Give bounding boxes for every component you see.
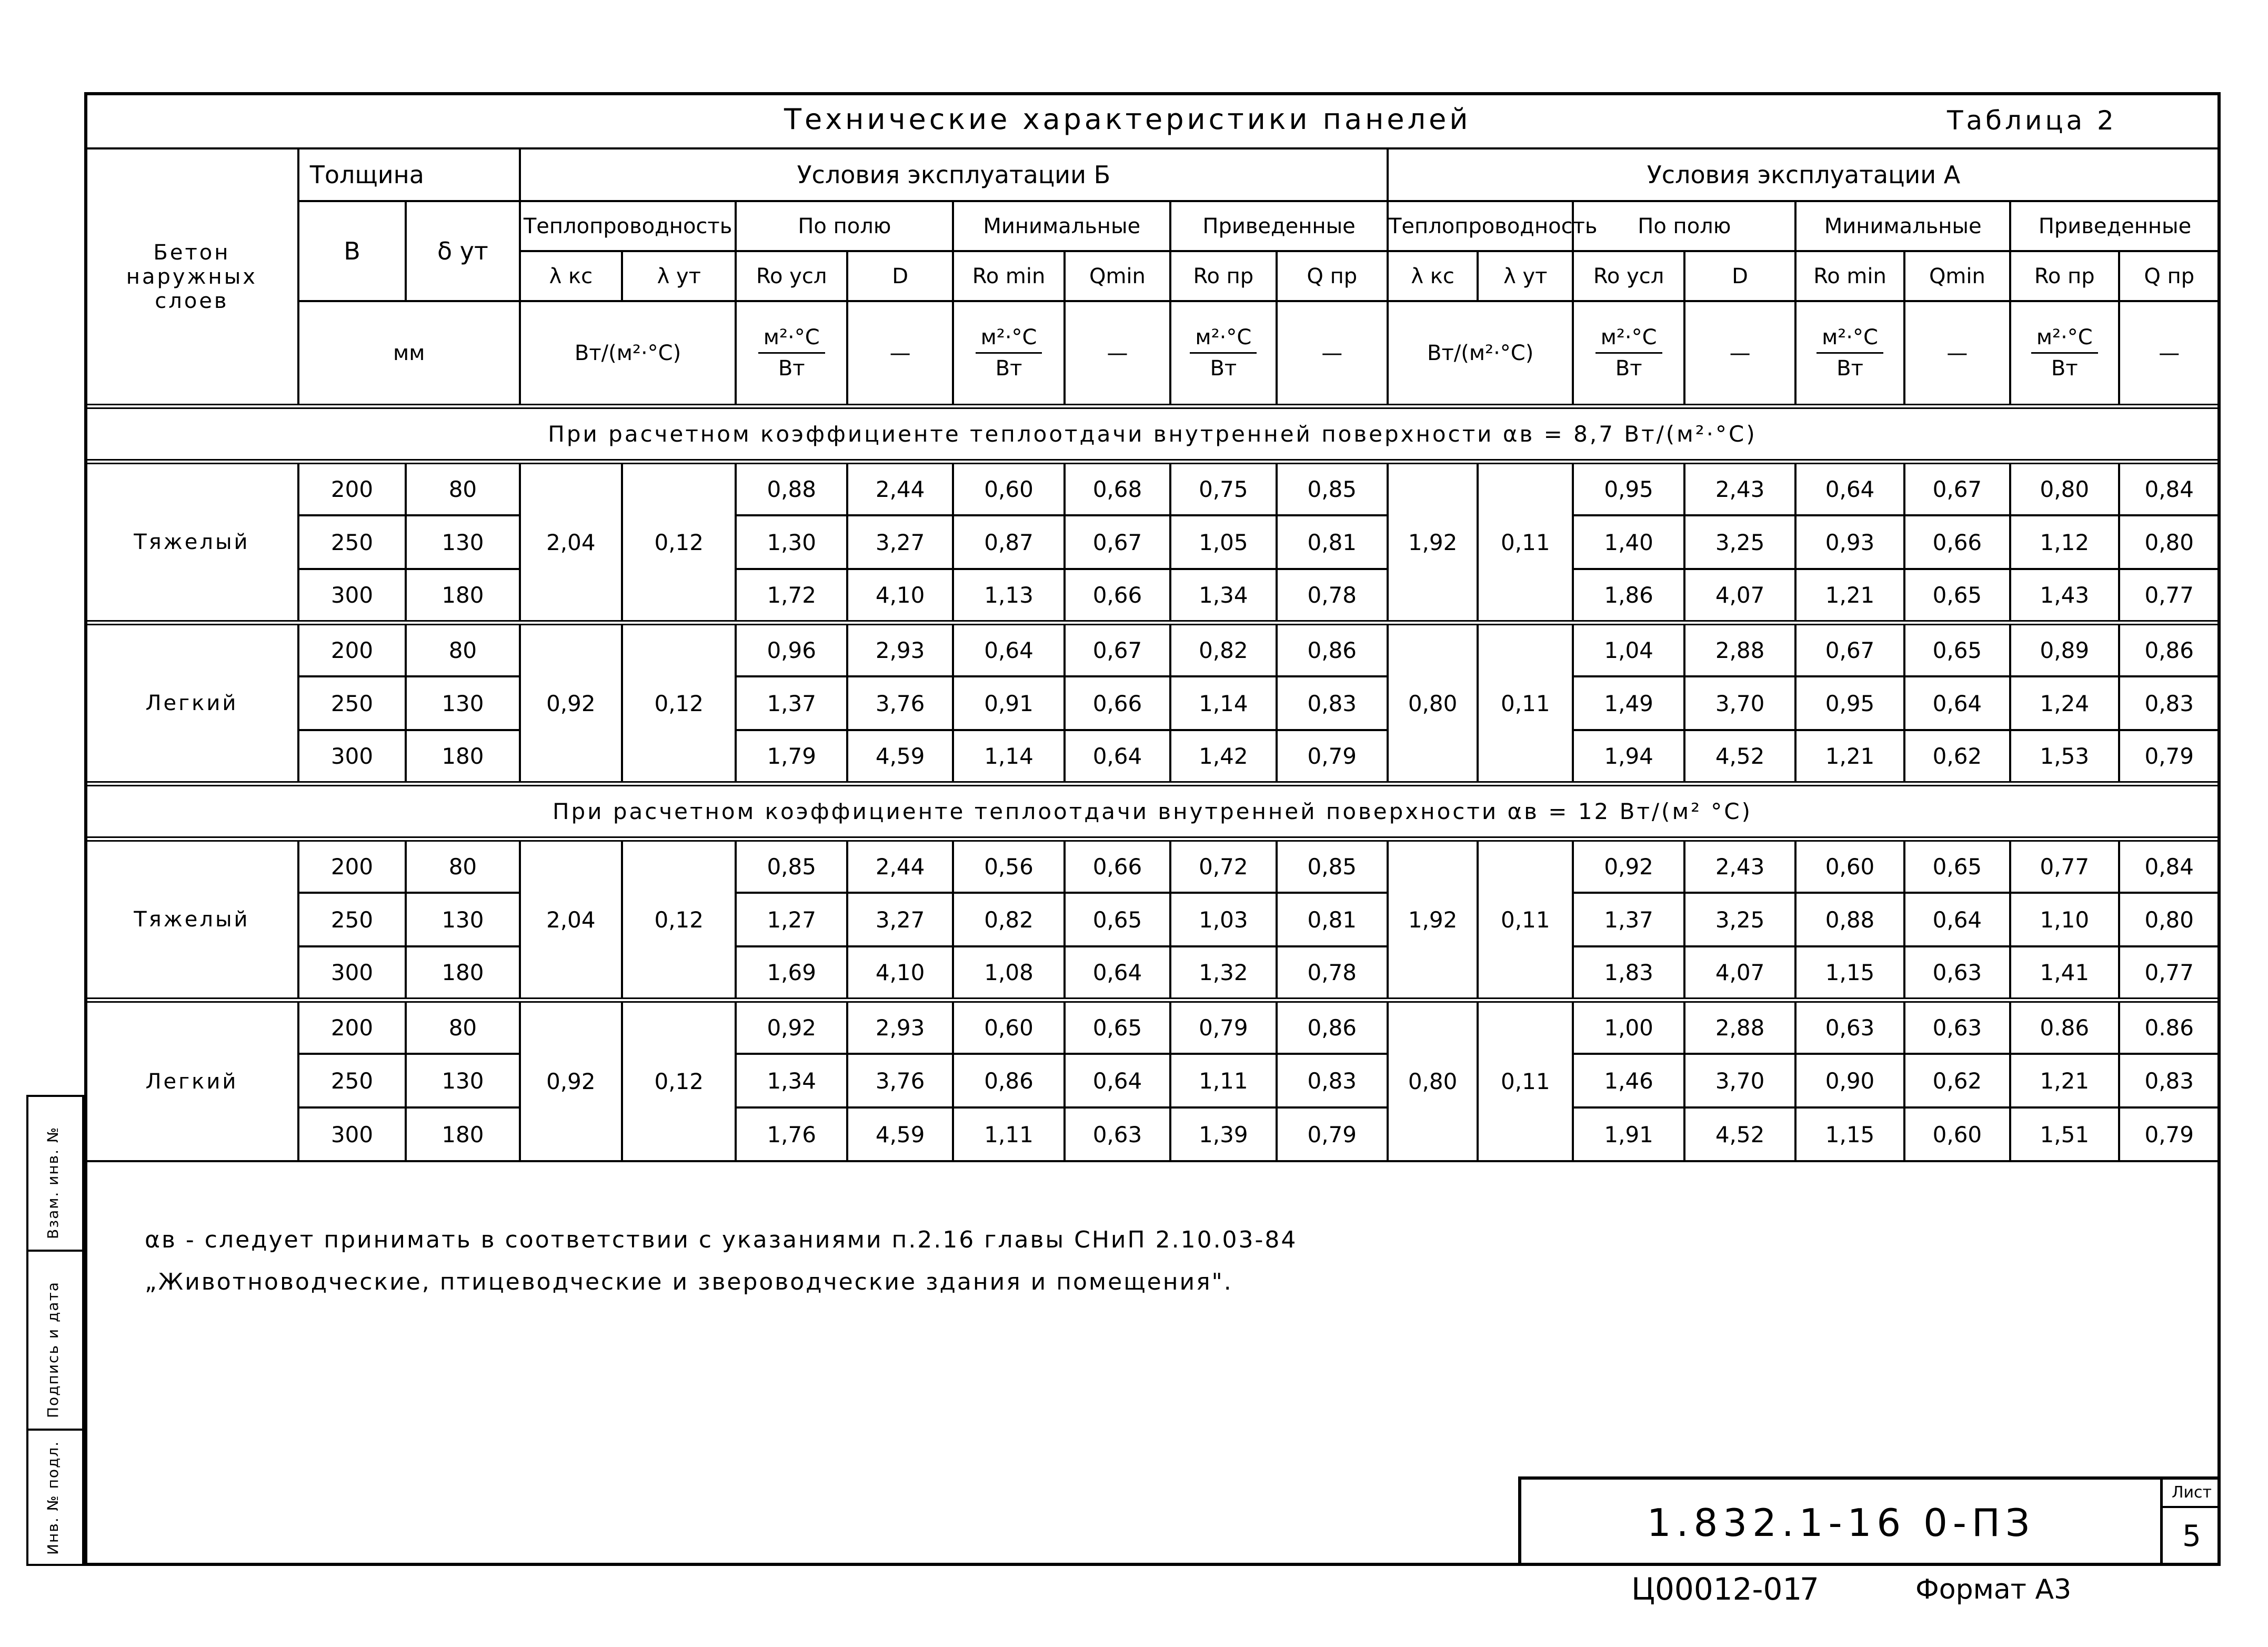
value-cell: 0,63: [1065, 1107, 1170, 1161]
thickness-b-cell: 250: [298, 893, 406, 946]
value-cell: 0,66: [1065, 569, 1170, 623]
value-cell: 0,80: [2010, 462, 2119, 515]
value-cell: 1,13: [953, 569, 1064, 623]
thickness-dut-cell: 130: [406, 893, 520, 946]
unit-r-pr-b: $\frac{\text{м²·°С}}{Вт}$: [1170, 301, 1276, 406]
value-cell: 1,15: [1795, 946, 1904, 1000]
conditions-b-header: Условия эксплуатации Б: [520, 148, 1388, 201]
reduced-b-header: Приведенные: [1170, 201, 1388, 251]
table-row: [85, 623, 2220, 676]
lambda-ut-a-cell: 0,11: [1478, 462, 1573, 623]
note-line-2: „Животноводческие, птицеводческие и звероводческие здания и помещения".: [145, 1269, 1233, 1295]
lambda-ut-b-cell: 0,12: [622, 623, 736, 784]
value-cell: 2,88: [1684, 1000, 1795, 1054]
value-cell: 0,79: [2119, 730, 2220, 784]
thickness-b-cell: 200: [298, 623, 406, 676]
value-cell: 0,63: [1795, 1000, 1904, 1054]
value-cell: 2,93: [847, 1000, 953, 1054]
r-min-a: Ro min: [1795, 251, 1904, 301]
value-cell: 0,65: [1904, 623, 2010, 676]
value-cell: 1,21: [1795, 730, 1904, 784]
conditions-a-header: Условия эксплуатации А: [1388, 148, 2220, 201]
lambda-ks-b: λ кс: [520, 251, 622, 301]
mm-unit: мм: [298, 301, 520, 406]
by-field-a-header: По полю: [1573, 201, 1795, 251]
minimal-a-header: Минимальные: [1795, 201, 2010, 251]
thickness-dut-cell: 130: [406, 515, 520, 569]
value-cell: 0,83: [2119, 1054, 2220, 1107]
b-header: B: [298, 201, 406, 301]
side-orig-label: Инв. № подл.: [44, 1440, 62, 1555]
value-cell: 0,67: [1065, 515, 1170, 569]
value-cell: 0,86: [2119, 623, 2220, 676]
value-cell: 0,84: [2119, 839, 2220, 893]
value-cell: 3,70: [1684, 1054, 1795, 1107]
value-cell: 2,88: [1684, 623, 1795, 676]
value-cell: 1,00: [1573, 1000, 1684, 1054]
value-cell: 1,10: [2010, 893, 2119, 946]
value-cell: 1,15: [1795, 1107, 1904, 1161]
value-cell: 0,64: [953, 623, 1064, 676]
value-cell: 0,78: [1277, 946, 1388, 1000]
value-cell: 4,59: [847, 1107, 953, 1161]
value-cell: 1,21: [1795, 569, 1904, 623]
value-cell: 2,44: [847, 462, 953, 515]
value-cell: 1,53: [2010, 730, 2119, 784]
value-cell: 1,91: [1573, 1107, 1684, 1161]
thickness-b-cell: 300: [298, 569, 406, 623]
thickness-b-cell: 300: [298, 730, 406, 784]
thickness-b-cell: 300: [298, 946, 406, 1000]
thickness-dut-cell: 80: [406, 1000, 520, 1054]
value-cell: 1,83: [1573, 946, 1684, 1000]
thickness-dut-cell: 80: [406, 462, 520, 515]
table-row: [85, 1107, 2220, 1161]
lambda-ks-a-cell: 1,92: [1388, 462, 1478, 623]
r-pr-b: Ro пр: [1170, 251, 1276, 301]
minimal-b-header: Минимальные: [953, 201, 1170, 251]
value-cell: 1,51: [2010, 1107, 2119, 1161]
value-cell: 2,43: [1684, 462, 1795, 515]
value-cell: 1,05: [1170, 515, 1276, 569]
document-code: 1.832.1-16 0-ПЗ: [1647, 1501, 2035, 1545]
value-cell: 4,07: [1684, 569, 1795, 623]
material-cell: Тяжелый: [85, 462, 298, 623]
lambda-ut-a-cell: 0,11: [1478, 623, 1573, 784]
value-cell: 0,80: [2119, 515, 2220, 569]
by-field-b-header: По полю: [736, 201, 953, 251]
value-cell: 2,44: [847, 839, 953, 893]
value-cell: 1,37: [1573, 893, 1684, 946]
value-cell: 0,72: [1170, 839, 1276, 893]
lambda-ks-a-cell: 1,92: [1388, 839, 1478, 1000]
value-cell: 0,65: [1904, 569, 2010, 623]
table-row: [85, 946, 2220, 1000]
value-cell: 0,88: [1795, 893, 1904, 946]
sheet-label: Лист: [2163, 1480, 2221, 1508]
value-cell: 0,67: [1065, 623, 1170, 676]
value-cell: 0,85: [1277, 462, 1388, 515]
value-cell: 3,27: [847, 515, 953, 569]
value-cell: 3,27: [847, 893, 953, 946]
value-cell: 0,64: [1795, 462, 1904, 515]
value-cell: 4,59: [847, 730, 953, 784]
value-cell: 1,40: [1573, 515, 1684, 569]
value-cell: 0,63: [1904, 1000, 2010, 1054]
value-cell: 0,80: [2119, 893, 2220, 946]
section-header: При расчетном коэффициенте теплоотдачи внутренней поверхности αв = 12 Вт/(м² °С): [85, 784, 2220, 839]
lambda-ut-a-cell: 0,11: [1478, 839, 1573, 1000]
value-cell: 0,93: [1795, 515, 1904, 569]
value-cell: 0,62: [1904, 1054, 2010, 1107]
value-cell: 0,77: [2119, 569, 2220, 623]
value-cell: 0,90: [1795, 1054, 1904, 1107]
side-cell-orig: [28, 1429, 82, 1564]
characteristics-table: [84, 147, 2221, 1162]
value-cell: 0,75: [1170, 462, 1276, 515]
concrete-header: Бетон наружных слоев: [85, 148, 298, 406]
value-cell: 3,76: [847, 676, 953, 730]
value-cell: 1,32: [1170, 946, 1276, 1000]
material-cell: Легкий: [85, 1000, 298, 1161]
value-cell: 0,96: [736, 623, 847, 676]
value-cell: 0,79: [1277, 730, 1388, 784]
value-cell: 0,91: [953, 676, 1064, 730]
unit-r-min-a: $\frac{\text{м²·°С}}{Вт}$: [1795, 301, 1904, 406]
lambda-ks-b-cell: 0,92: [520, 1000, 622, 1161]
unit-r-pr-a: $\frac{\text{м²·°С}}{Вт}$: [2010, 301, 2119, 406]
value-cell: 0,87: [953, 515, 1064, 569]
thickness-b-cell: 200: [298, 1000, 406, 1054]
value-cell: 0,79: [1170, 1000, 1276, 1054]
value-cell: 1,30: [736, 515, 847, 569]
value-cell: 0,82: [953, 893, 1064, 946]
value-cell: 4,52: [1684, 1107, 1795, 1161]
value-cell: 0,78: [1277, 569, 1388, 623]
value-cell: 0,95: [1795, 676, 1904, 730]
lambda-ut-b: λ ут: [622, 251, 736, 301]
side-cell-inv: [28, 1097, 82, 1252]
table-label: Таблица 2: [1947, 105, 2117, 136]
value-cell: 1,94: [1573, 730, 1684, 784]
value-cell: 0,64: [1065, 730, 1170, 784]
lambda-ut-b-cell: 0,12: [622, 1000, 736, 1161]
value-cell: 1,14: [1170, 676, 1276, 730]
value-cell: 1,37: [736, 676, 847, 730]
unit-q-min-a: —: [1904, 301, 2010, 406]
thickness-b-cell: 200: [298, 462, 406, 515]
lambda-ut-b-cell: 0,12: [622, 462, 736, 623]
unit-cond-b: Вт/(м²·°С): [520, 301, 736, 406]
material-cell: Легкий: [85, 623, 298, 784]
thickness-b-cell: 200: [298, 839, 406, 893]
value-cell: 1,76: [736, 1107, 847, 1161]
thickness-dut-cell: 130: [406, 1054, 520, 1107]
d-a: D: [1684, 251, 1795, 301]
table-row: [85, 1054, 2220, 1107]
thickness-dut-cell: 180: [406, 730, 520, 784]
value-cell: 0,64: [1065, 946, 1170, 1000]
value-cell: 0,64: [1904, 676, 2010, 730]
r-usl-b: Ro усл: [736, 251, 847, 301]
value-cell: 1,12: [2010, 515, 2119, 569]
value-cell: 0,65: [1904, 839, 2010, 893]
value-cell: 1,14: [953, 730, 1064, 784]
value-cell: 0,64: [1065, 1054, 1170, 1107]
value-cell: 1,11: [1170, 1054, 1276, 1107]
value-cell: 2,43: [1684, 839, 1795, 893]
lambda-ut-a: λ ут: [1478, 251, 1573, 301]
thickness-header: Толщина: [298, 148, 520, 201]
value-cell: 1,43: [2010, 569, 2119, 623]
value-cell: 0,67: [1795, 623, 1904, 676]
side-strip: [26, 1095, 84, 1566]
sheet-box: [2160, 1480, 2221, 1566]
value-cell: 1,04: [1573, 623, 1684, 676]
value-cell: 0,83: [1277, 676, 1388, 730]
value-cell: 3,25: [1684, 515, 1795, 569]
value-cell: 0,95: [1573, 462, 1684, 515]
note-line-1: αв - следует принимать в соответствии с указаниями п.2.16 главы СНиП 2.10.03-84: [145, 1226, 1298, 1253]
thickness-dut-cell: 80: [406, 839, 520, 893]
unit-q-min-b: —: [1065, 301, 1170, 406]
q-pr-a: Q пр: [2119, 251, 2220, 301]
table-row: [85, 893, 2220, 946]
unit-d-a: —: [1684, 301, 1795, 406]
value-cell: 1,34: [1170, 569, 1276, 623]
value-cell: 0,79: [1277, 1107, 1388, 1161]
unit-r-usl-b: $\frac{\text{м²·°С}}{Вт}$: [736, 301, 847, 406]
unit-q-pr-b: —: [1277, 301, 1388, 406]
value-cell: 1,03: [1170, 893, 1276, 946]
q-min-b: Qmin: [1065, 251, 1170, 301]
thickness-dut-cell: 180: [406, 946, 520, 1000]
reduced-a-header: Приведенные: [2010, 201, 2220, 251]
value-cell: 3,76: [847, 1054, 953, 1107]
value-cell: 0,77: [2119, 946, 2220, 1000]
q-min-a: Qmin: [1904, 251, 2010, 301]
value-cell: 3,25: [1684, 893, 1795, 946]
material-cell: Тяжелый: [85, 839, 298, 1000]
unit-r-usl-a: $\frac{\text{м²·°С}}{Вт}$: [1573, 301, 1684, 406]
value-cell: 0,60: [1904, 1107, 2010, 1161]
value-cell: 0,88: [736, 462, 847, 515]
value-cell: 0,64: [1904, 893, 2010, 946]
value-cell: 0,60: [953, 1000, 1064, 1054]
value-cell: 0,92: [1573, 839, 1684, 893]
section-header: При расчетном коэффициенте теплоотдачи внутренней поверхности αв = 8,7 Вт/(м²·°С): [85, 406, 2220, 462]
value-cell: 0,81: [1277, 515, 1388, 569]
value-cell: 0,83: [2119, 676, 2220, 730]
thickness-dut-cell: 130: [406, 676, 520, 730]
value-cell: 1,49: [1573, 676, 1684, 730]
value-cell: 0,66: [1065, 839, 1170, 893]
value-cell: 1,21: [2010, 1054, 2119, 1107]
lambda-ks-b-cell: 2,04: [520, 839, 622, 1000]
value-cell: 1,42: [1170, 730, 1276, 784]
table-row: [85, 569, 2220, 623]
value-cell: 0,66: [1065, 676, 1170, 730]
thickness-b-cell: 250: [298, 1054, 406, 1107]
unit-q-pr-a: —: [2119, 301, 2220, 406]
table-row: [85, 462, 2220, 515]
lambda-ut-b-cell: 0,12: [622, 839, 736, 1000]
value-cell: 0,56: [953, 839, 1064, 893]
sheet-number: 5: [2182, 1519, 2201, 1553]
lambda-ks-a-cell: 0,80: [1388, 1000, 1478, 1161]
value-cell: 1,41: [2010, 946, 2119, 1000]
value-cell: 0,66: [1904, 515, 2010, 569]
table-row: [85, 515, 2220, 569]
value-cell: 0,85: [736, 839, 847, 893]
value-cell: 0,82: [1170, 623, 1276, 676]
value-cell: 0,77: [2010, 839, 2119, 893]
title-block: [1518, 1476, 2221, 1566]
r-min-b: Ro min: [953, 251, 1064, 301]
thickness-dut-cell: 80: [406, 623, 520, 676]
value-cell: 0,62: [1904, 730, 2010, 784]
q-pr-b: Q пр: [1277, 251, 1388, 301]
value-cell: 4,10: [847, 946, 953, 1000]
value-cell: 1,79: [736, 730, 847, 784]
r-usl-a: Ro усл: [1573, 251, 1684, 301]
value-cell: 3,70: [1684, 676, 1795, 730]
value-cell: 0,86: [953, 1054, 1064, 1107]
value-cell: 1,08: [953, 946, 1064, 1000]
r-pr-a: Ro пр: [2010, 251, 2119, 301]
value-cell: 1,11: [953, 1107, 1064, 1161]
value-cell: 0,85: [1277, 839, 1388, 893]
side-cell-sign: [28, 1250, 82, 1431]
value-cell: 4,52: [1684, 730, 1795, 784]
lambda-ks-a: λ кс: [1388, 251, 1478, 301]
value-cell: 4,10: [847, 569, 953, 623]
conductivity-a-header: Теплопроводность: [1388, 201, 1573, 251]
table-row: [85, 839, 2220, 893]
page-title: Технические характеристики панелей: [784, 103, 1471, 136]
value-cell: 1,46: [1573, 1054, 1684, 1107]
lambda-ks-a-cell: 0,80: [1388, 623, 1478, 784]
value-cell: 0.86: [2119, 1000, 2220, 1054]
value-cell: 0,89: [2010, 623, 2119, 676]
value-cell: 0,92: [736, 1000, 847, 1054]
value-cell: 0,83: [1277, 1054, 1388, 1107]
footer-doc-number: Ц00012-01: [1631, 1571, 1802, 1607]
thickness-b-cell: 250: [298, 515, 406, 569]
value-cell: 0,67: [1904, 462, 2010, 515]
value-cell: 0,68: [1065, 462, 1170, 515]
value-cell: 1,72: [736, 569, 847, 623]
value-cell: 0,79: [2119, 1107, 2220, 1161]
thickness-dut-cell: 180: [406, 1107, 520, 1161]
value-cell: 0,81: [1277, 893, 1388, 946]
table-row: [85, 676, 2220, 730]
value-cell: 0,60: [1795, 839, 1904, 893]
value-cell: 1,86: [1573, 569, 1684, 623]
thickness-dut-cell: 180: [406, 569, 520, 623]
value-cell: 0,86: [1277, 1000, 1388, 1054]
footer-page: 7: [1800, 1571, 1819, 1607]
value-cell: 0,65: [1065, 1000, 1170, 1054]
thickness-b-cell: 250: [298, 676, 406, 730]
lambda-ks-b-cell: 0,92: [520, 623, 622, 784]
footer-format: Формат А3: [1915, 1574, 2072, 1605]
value-cell: 1,34: [736, 1054, 847, 1107]
value-cell: 4,07: [1684, 946, 1795, 1000]
value-cell: 1,24: [2010, 676, 2119, 730]
side-sign-label: Подпись и дата: [44, 1281, 62, 1418]
value-cell: 0,84: [2119, 462, 2220, 515]
table-row: [85, 1000, 2220, 1054]
value-cell: 1,69: [736, 946, 847, 1000]
value-cell: 1,39: [1170, 1107, 1276, 1161]
lambda-ks-b-cell: 2,04: [520, 462, 622, 623]
value-cell: 2,93: [847, 623, 953, 676]
table-row: [85, 730, 2220, 784]
unit-cond-a: Вт/(м²·°С): [1388, 301, 1573, 406]
side-inv-label: Взам. инв. №: [44, 1126, 62, 1239]
unit-d-b: —: [847, 301, 953, 406]
lambda-ut-a-cell: 0,11: [1478, 1000, 1573, 1161]
value-cell: 0,60: [953, 462, 1064, 515]
value-cell: 1,27: [736, 893, 847, 946]
value-cell: 0,65: [1065, 893, 1170, 946]
value-cell: 0,86: [1277, 623, 1388, 676]
conductivity-b-header: Теплопроводность: [520, 201, 736, 251]
unit-r-min-b: $\frac{\text{м²·°С}}{Вт}$: [953, 301, 1064, 406]
d-b: D: [847, 251, 953, 301]
dut-header: δ ут: [406, 201, 520, 301]
thickness-b-cell: 300: [298, 1107, 406, 1161]
value-cell: 0.86: [2010, 1000, 2119, 1054]
value-cell: 0,63: [1904, 946, 2010, 1000]
